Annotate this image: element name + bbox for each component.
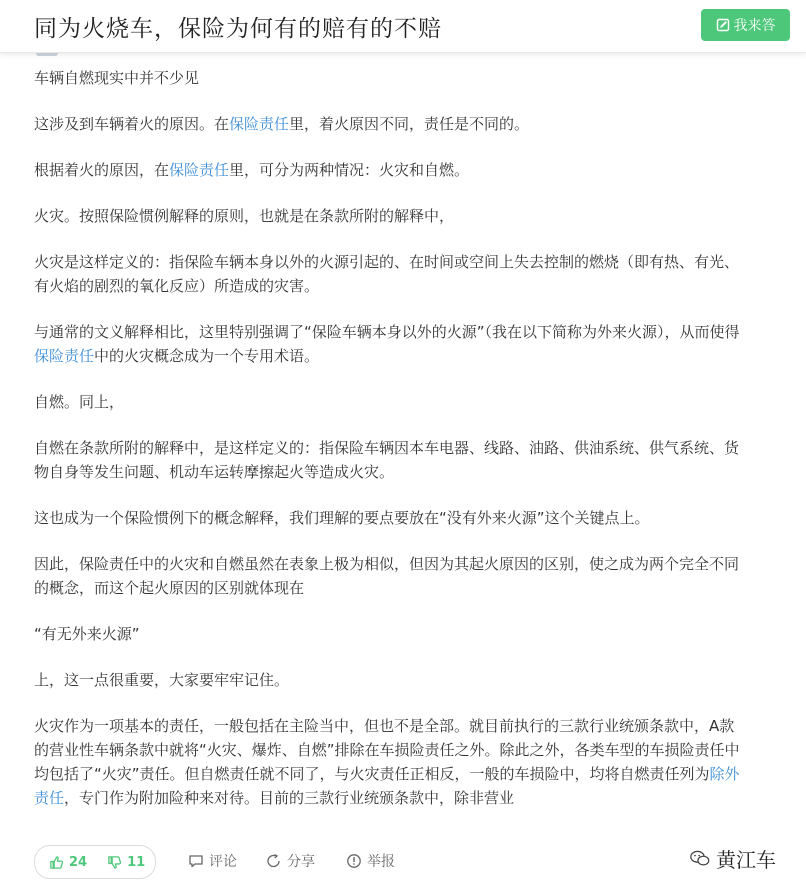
term-link[interactable]: 除外责任: [34, 765, 740, 807]
answer-paragraph: [34, 668, 746, 692]
upvote-button[interactable]: [35, 855, 87, 870]
brand-name: 黄江车: [716, 848, 776, 872]
share-button[interactable]: [266, 851, 315, 871]
answer-paragraph: [34, 506, 746, 530]
report-icon: [346, 853, 362, 869]
report-button[interactable]: [346, 851, 395, 871]
answer-content: [34, 66, 746, 810]
thumbs-up-icon: [49, 855, 64, 870]
downvote-count: 11: [127, 854, 146, 870]
text-segment: 因此，保险责任中的火灾和自燃虽然在表象上极为相似，但因为其起火原因的区别，使之成为两个完全不同的概念，而这个起火原因的区别就体现在: [34, 555, 740, 597]
term-link[interactable]: 保险责任: [169, 161, 230, 179]
term-link[interactable]: 保险责任: [229, 115, 290, 133]
answer-paragraph: [34, 158, 746, 182]
answer-paragraph: [34, 390, 746, 414]
comment-icon: [188, 853, 204, 869]
answer-button-label: 我来答: [733, 18, 776, 34]
upvote-count: 24: [69, 854, 88, 870]
text-segment: “有无外来火源”: [34, 625, 140, 643]
answer-paragraph: [34, 112, 746, 136]
text-segment: 这也成为一个保险惯例下的概念解释，我们理解的要点要放在“没有外来火源”这个关键点上。: [34, 509, 650, 527]
text-segment: 里，着火原因不同，责任是不同的。: [289, 115, 530, 133]
brand-watermark: [690, 844, 776, 873]
text-segment: 自燃在条款所附的解释中，是这样定义的：指保险车辆因本车电器、线路、油路、供油系统、供气系统、货物自身等发生问题、机动车运转摩擦起火等造成火灾。: [34, 439, 740, 481]
share-label: 分享: [287, 854, 315, 870]
page-title: 同为火烧车，保险为何有的赔有的不赔: [34, 16, 442, 42]
vote-group: [34, 845, 156, 879]
comment-button[interactable]: [188, 851, 237, 871]
term-link[interactable]: 保险责任: [34, 347, 95, 365]
report-label: 举报: [367, 854, 395, 870]
text-segment: 根据着火的原因，在: [34, 161, 170, 179]
answer-paragraph: [34, 320, 746, 368]
answer-paragraph: [34, 204, 746, 228]
text-segment: 里，可分为两种情况：火灾和自燃。: [229, 161, 470, 179]
pencil-icon: [716, 18, 730, 32]
answer-paragraph: [34, 436, 746, 484]
downvote-button[interactable]: [87, 855, 145, 870]
top-bar: [0, 0, 806, 53]
action-bar: [0, 818, 806, 890]
text-segment: 车辆自燃现实中并不少见: [34, 69, 200, 87]
answer-paragraph: [34, 714, 746, 810]
text-segment: 与通常的文义解释相比，这里特别强调了“保险车辆本身以外的火源”（我在以下简称为外来火源），从而使得: [34, 323, 740, 341]
text-segment: 自燃。同上，: [34, 393, 125, 411]
answer-paragraph: [34, 66, 746, 90]
answer-paragraph: [34, 622, 746, 646]
comment-label: 评论: [209, 854, 237, 870]
text-segment: 火灾。按照保险惯例解释的原则，也就是在条款所附的解释中，: [34, 207, 455, 225]
wechat-icon: [690, 850, 710, 867]
text-segment: 上，这一点很重要，大家要牢牢记住。: [34, 671, 290, 689]
thumbs-down-icon: [107, 855, 122, 870]
text-segment: ，专门作为附加险种来对待。目前的三款行业统颁条款中，除非营业: [64, 789, 515, 807]
answer-paragraph: [34, 552, 746, 600]
text-segment: 火灾是这样定义的：指保险车辆本身以外的火源引起的、在时间或空间上失去控制的燃烧（即有热、有光、有火焰的剧烈的氧化反应）所造成的灾害。: [34, 253, 740, 295]
answer-paragraph: [34, 250, 746, 298]
answer-button[interactable]: [701, 9, 790, 41]
share-icon: [266, 853, 282, 869]
text-segment: 这涉及到车辆着火的原因。在: [34, 115, 230, 133]
text-segment: 火灾作为一项基本的责任，一般包括在主险当中，但也不是全部。就目前执行的三款行业统颁条款中，A款的营业性车辆条款中就将“火灾、爆炸、自燃”排除在车损险责任之外。除此之外，各类车型的车损险责任中均包括了“火灾”责任。但自燃责任就不同了，与火灾责任正相反，一般的车损险中，均将自燃责任列为: [34, 717, 740, 783]
text-segment: 中的火灾概念成为一个专用术语。: [94, 347, 320, 365]
